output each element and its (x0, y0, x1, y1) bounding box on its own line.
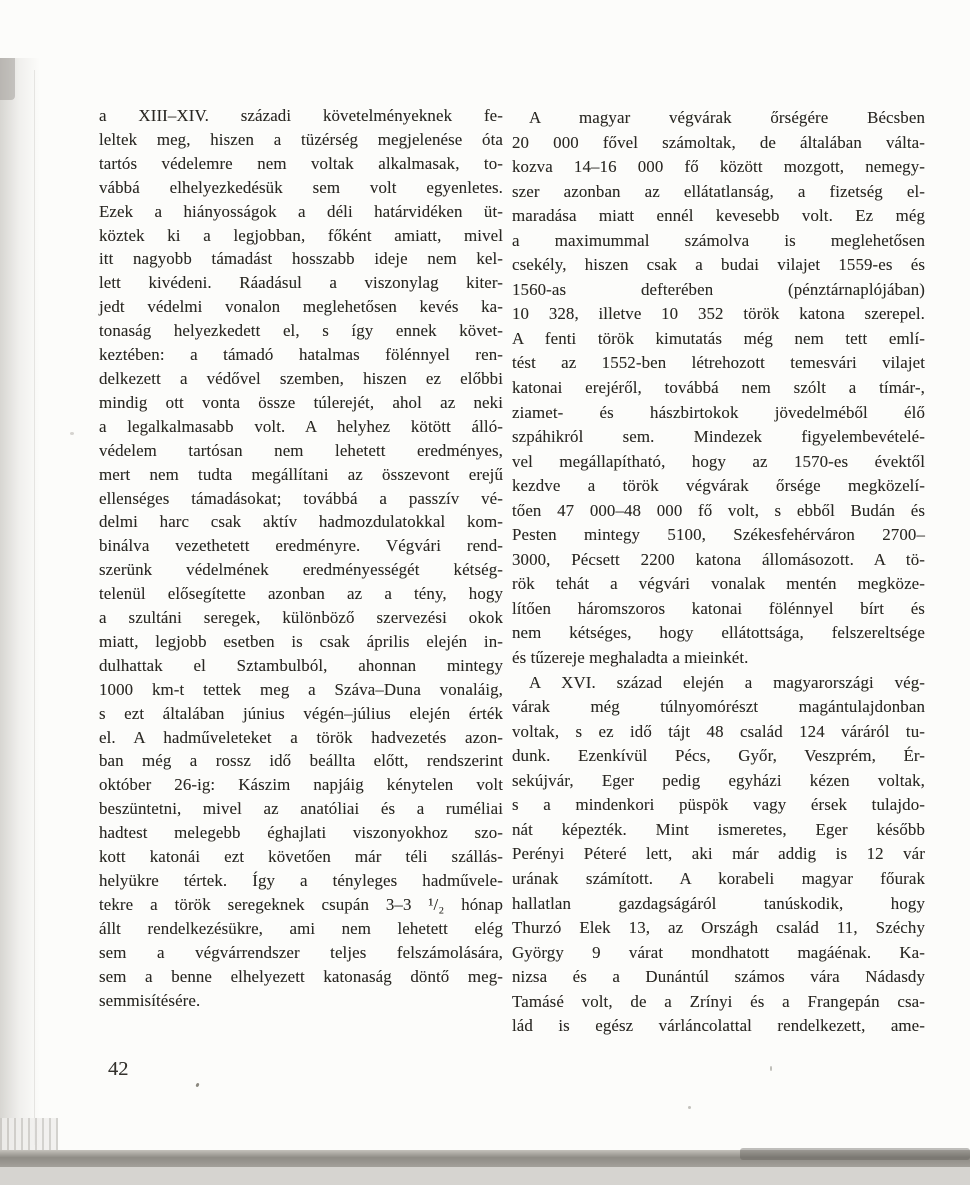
text-line: mert nem tudta megállítani az összevont erejű (99, 464, 503, 484)
text-line: a XIII–XIV. századi követelményeknek fe- (99, 106, 503, 125)
page-number: 42 (108, 1058, 129, 1080)
text-line: lád is egész várláncolattal rendelkezett, ame- (512, 1016, 925, 1036)
text-line: kott katonái ezt követően már téli szállás- (99, 847, 503, 867)
text-line: helyükre tértek. Így a tényleges hadművele- (99, 871, 503, 890)
text-line: maradása miatt ennél kevesebb volt. Ez még (512, 206, 925, 226)
text-line: várak még túlnyomórészt magántulajdonban (512, 697, 925, 717)
text-line: nizsa és a Dunántúl számos vára Nádasdy (512, 967, 925, 987)
text-line: nem kétséges, hogy ellátottsága, felszereltsége (512, 623, 925, 643)
text-line: keztében: a támadó hatalmas fölénnyel ren- (99, 345, 503, 365)
text-line: 10 328, illetve 10 352 török katona szerepel. (512, 304, 925, 324)
text-line: a szultáni seregek, különböző szervezési okok (99, 608, 503, 628)
text-line: és tűzereje meghaladta a mieinkét. (512, 648, 749, 668)
text-line: A magyar végvárak őrségére Bécsben (529, 108, 925, 127)
text-line: sem a benne elhelyezett katonaság döntő meg- (99, 966, 503, 986)
text-line: semmisítésére. (99, 990, 201, 1010)
text-line: sekújvár, Eger pedig egyházi kézen voltak, (512, 770, 925, 790)
text-line: lítően háromszoros katonai fölénnyel bírt és (512, 598, 925, 618)
text-line: A fenti török kimutatás még nem tett emlí- (512, 328, 925, 348)
text-line: köztek ki a legjobban, főként amiatt, mivel (99, 225, 503, 245)
text-line: tést az 1552-ben létrehozott temesvári vilajet (512, 353, 925, 373)
text-line: a legalkalmasabb volt. A helyhez kötött álló- (99, 416, 503, 436)
text-line: vel megállapítható, hogy az 1570-es évektől (512, 451, 925, 471)
book-bottom-edge-shadow (740, 1148, 970, 1160)
text-line: Ezek a hiányosságok a déli határvidéken üt- (99, 201, 503, 221)
text-line: itt nagyobb támadást hosszabb ideje nem kel- (99, 249, 503, 269)
text-line: szer azonban az ellátatlanság, a fizetség el- (512, 181, 925, 201)
text-line: kozva 14–16 000 fő között mozgott, nemegy- (512, 157, 925, 177)
text-line: állt rendelkezésükre, ami nem lehetett elég (99, 918, 503, 938)
text-line: lett kivédeni. Ráadásul a viszonylag kiter- (99, 273, 503, 293)
text-line: rök tehát a végvári vonalak mentén megköze- (512, 574, 925, 594)
text-line: el. A hadműveleteket a török hadvezetés azon- (99, 727, 503, 747)
text-line: 1560-as defterében (pénztárnaplójában) (512, 279, 925, 299)
scan-speck (770, 1066, 772, 1071)
scan-speck (688, 1106, 691, 1109)
text-column-right (512, 106, 925, 1039)
text-line: miatt, legjobb esetben is csak április elején in- (99, 631, 503, 651)
text-line: delkezett a védővel szemben, hiszen ez előbbi (99, 368, 503, 388)
text-line: ellenséges támadásokat; továbbá a passzív vé- (99, 488, 503, 508)
text-line: ban még a rossz idő beállta előtt, rendszerint (99, 751, 503, 771)
text-line: Thurzó Elek 13, az Országh család 11, Széchy (512, 918, 925, 938)
text-line: tonaság helyezkedett el, s így ennek követ- (99, 321, 503, 341)
text-line: 20 000 fővel számoltak, de általában válta- (512, 132, 925, 152)
text-line: Tamásé volt, de a Zrínyi és a Frangepán csa- (512, 991, 925, 1011)
text-line: telenül elősegítette azonban az a tény, hogy (99, 584, 503, 604)
text-line: ziamet- és hászbirtokok jövedelméből élő (512, 402, 925, 422)
text-line: nát képezték. Mint ismeretes, Eger később (512, 819, 925, 839)
text-line: György 9 várat mondhatott magáénak. Ka- (512, 942, 925, 962)
page-curve-shadow-top (0, 58, 15, 100)
page-curve-line (34, 70, 35, 1145)
text-line: s a mindenkori püspök vagy érsek tulajdo- (512, 795, 925, 815)
text-line: Perényi Péteré lett, aki már addig is 12 vár (512, 844, 925, 864)
text-line: hadtest melegebb éghajlati viszonyokhoz szo- (99, 823, 503, 843)
text-line: binálva vezethetett eredményre. Végvári rend- (99, 536, 503, 556)
text-line: dunk. Ezenkívül Pécs, Győr, Veszprém, Ér- (512, 746, 925, 766)
text-line: a maximummal számolva is meglehetősen (512, 230, 925, 250)
text-line: Pesten mintegy 5100, Székesfehérváron 2700– (512, 525, 925, 545)
page-curve-shadow (0, 58, 42, 1150)
text-line: október 26-ig: Kászim napjáig kénytelen volt (99, 775, 503, 795)
text-line: 1000 km-t tettek meg a Száva–Duna vonaláig, (99, 679, 503, 699)
text-line: leltek meg, hiszen a tüzérség megjelenése óta (99, 129, 503, 149)
text-line: kezdve a török végvárak őrsége megközelí- (512, 476, 925, 496)
text-line: hallatlan gazdagságáról tanúskodik, hogy (512, 893, 925, 913)
scan-speck (195, 1083, 199, 1088)
stacked-page-edges (0, 1118, 58, 1154)
text-line: sem a végvárrendszer teljes felszámolására, (99, 942, 503, 962)
text-column-left (99, 104, 503, 1012)
text-line: s ezt általában június végén–július elején érték (99, 703, 503, 723)
text-line: szpáhikról sem. Mindezek figyelembevételé- (512, 427, 925, 447)
text-line: tekre a török seregeknek csupán 3–3 ¹/₂ hónap (99, 894, 503, 914)
text-line: delmi harc csak aktív hadmozdulatokkal kom- (99, 512, 503, 532)
text-line: vábbá elhelyezkedésük sem volt egyenletes. (99, 177, 503, 197)
text-line: védelem tartósan nem lehetett eredményes, (99, 440, 503, 460)
text-line: voltak, s ez idő tájt 48 család 124 váráról tu- (512, 721, 925, 741)
text-line: csekély, hiszen csak a budai vilajet 1559-es és (512, 255, 925, 275)
text-line: dulhattak el Sztambulból, ahonnan mintegy (99, 655, 503, 675)
desk-surface-band (0, 1167, 970, 1185)
text-line: urának számított. A korabeli magyar főurak (512, 868, 925, 888)
text-line: mindig ott vonta össze túlerejét, ahol az neki (99, 392, 503, 412)
text-line: katonai erejéről, továbbá nem szólt a tímár-, (512, 378, 925, 398)
text-line: tartós védelemre nem voltak alkalmasak, to- (99, 153, 503, 173)
text-line: jedt védelmi vonalon meglehetősen kevés ka- (99, 297, 503, 317)
text-line: beszüntetni, mivel az anatóliai és a ruméliai (99, 799, 503, 819)
text-line: tően 47 000–48 000 fő volt, s ebből Budán és (512, 500, 925, 520)
scan-speck (70, 432, 74, 435)
text-line: 3000, Pécsett 2200 katona állomásozott. A tö- (512, 549, 925, 569)
text-line: szerünk védelmének eredményességét kétség- (99, 560, 503, 580)
text-line: A XVI. század elején a magyarországi vég- (529, 672, 925, 692)
